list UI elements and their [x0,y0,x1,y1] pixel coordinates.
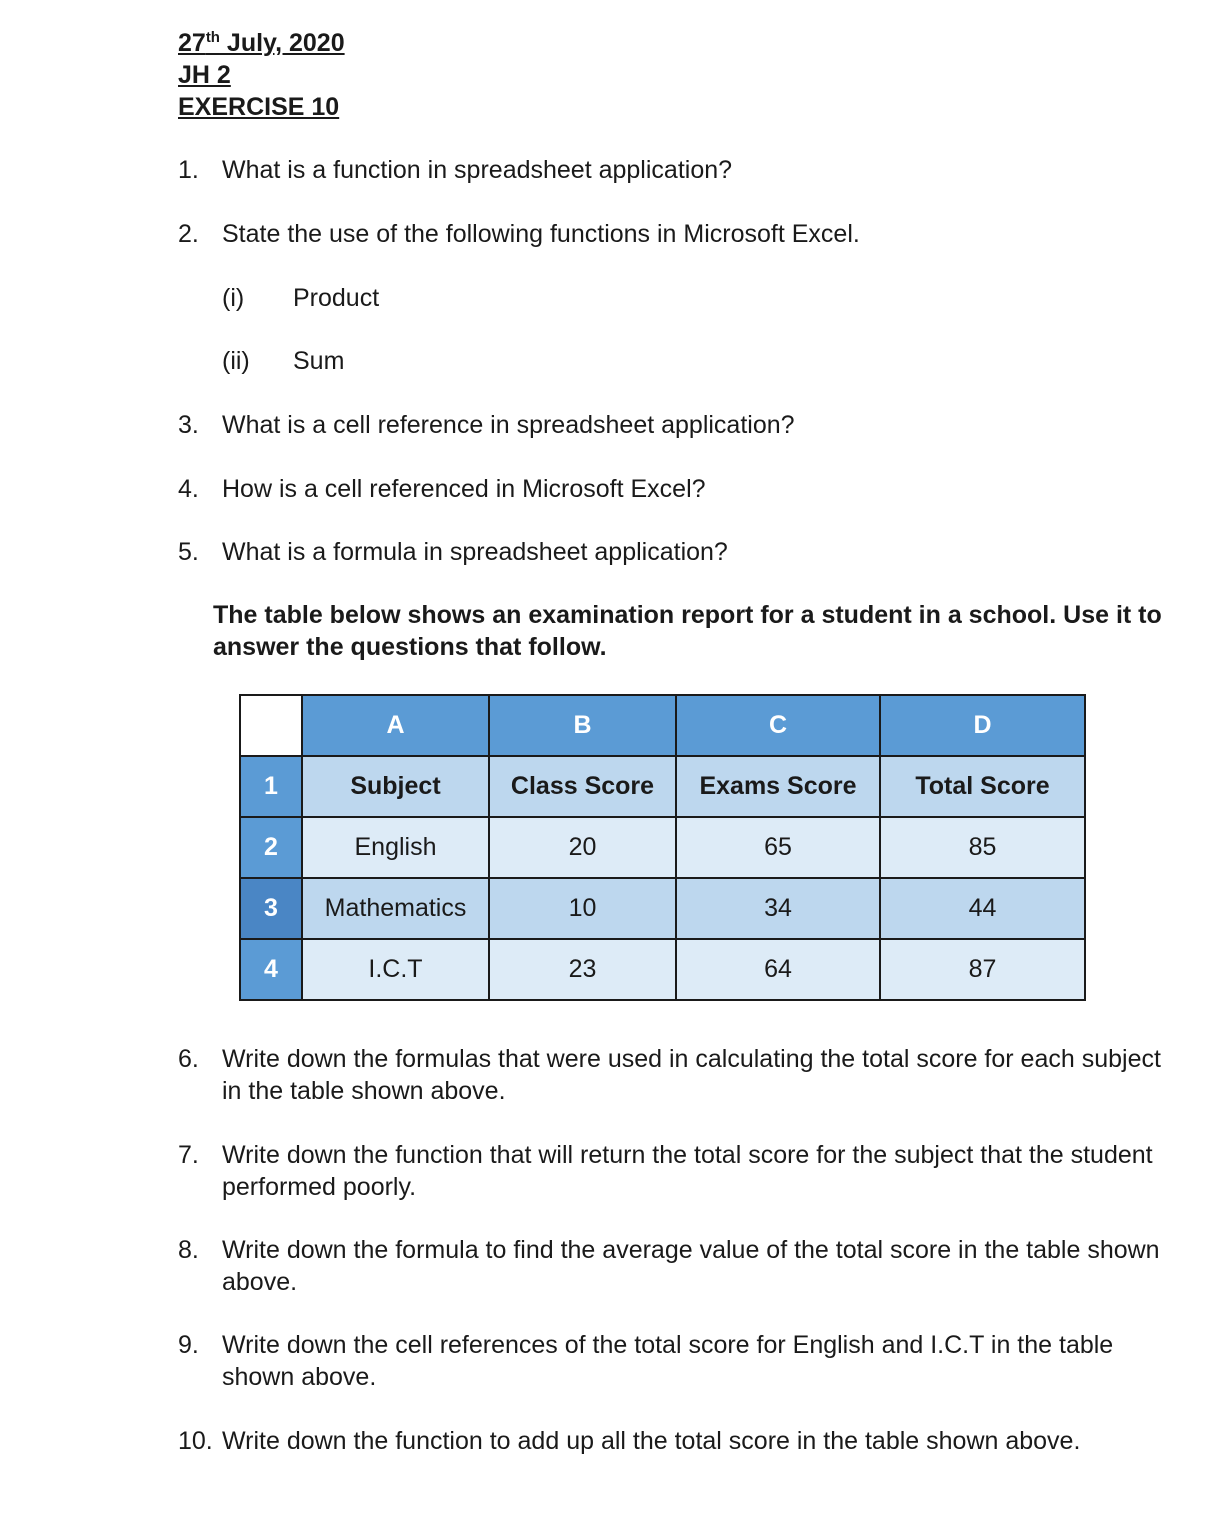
date-heading [178,27,345,59]
header-cell-exams-score: Exams Score [676,756,880,817]
question-number: 10. [178,1427,213,1455]
question-text: Write down the cell references of the total score for English and I.C.T in the table shown above. [222,1331,1114,1391]
question-2 [0,218,1209,250]
row-number: 3 [240,878,302,939]
question-5 [0,536,1209,568]
question-number: 6. [178,1045,199,1073]
question-6 [0,1043,1209,1107]
class-heading: JH 2 [178,61,231,89]
question-number: 9. [178,1331,199,1359]
question-1 [0,154,1209,186]
date-rest: July, 2020 [219,29,345,57]
question-text: Write down the formula to find the average value of the total score in the table shown above. [222,1236,1160,1296]
question-number: 8. [178,1236,199,1264]
question-number: 3. [178,411,199,439]
table-row [240,817,1085,878]
subject-cell: English [302,817,489,878]
question-number: 2. [178,220,199,248]
question-text: State the use of the following functions in Microsoft Excel. [222,220,860,248]
sub-item-text: Product [293,284,380,312]
corner-cell [240,695,302,756]
question-text: How is a cell referenced in Microsoft Excel? [222,475,706,503]
question-text: Write down the function that will return the total score for the subject that the student performed poorly. [222,1141,1153,1201]
question-8 [0,1234,1209,1298]
sub-item-text: Sum [293,347,345,375]
class-score-cell: 10 [489,878,676,939]
question-text: Write down the formulas that were used in calculating the total score for each subject in the table shown above. [222,1045,1161,1105]
question-text: What is a formula in spreadsheet application? [222,538,728,566]
sub-item-i [0,282,1209,314]
row-number: 2 [240,817,302,878]
question-text: What is a cell reference in spreadsheet application? [222,411,795,439]
exercise-heading: EXERCISE 10 [178,93,340,121]
header-cell-class-score: Class Score [489,756,676,817]
header-cell-total-score: Total Score [880,756,1085,817]
class-score-cell: 23 [489,939,676,1000]
exam-report-table [239,694,1086,1001]
sub-item-number: (ii) [222,347,250,375]
sub-item-ii [0,345,1209,377]
question-7 [0,1139,1209,1203]
table-intro: The table below shows an examination report for a student in a school. Use it to answer the questions that follow. [213,601,1162,661]
date-day: 27 [178,29,206,57]
class-score-cell: 20 [489,817,676,878]
column-letter: D [880,695,1085,756]
subject-cell: Mathematics [302,878,489,939]
row-number: 1 [240,756,302,817]
total-score-cell: 85 [880,817,1085,878]
date-suffix: th [205,29,220,46]
question-number: 1. [178,156,199,184]
header-cell-subject: Subject [302,756,489,817]
sub-item-number: (i) [222,284,245,312]
question-number: 7. [178,1141,199,1169]
row-number: 4 [240,939,302,1000]
question-10 [0,1425,1209,1489]
column-letter: B [489,695,676,756]
table-row [240,939,1085,1000]
table-row [240,756,1085,817]
question-9 [0,1329,1209,1393]
column-letter: A [302,695,489,756]
question-text: What is a function in spreadsheet application? [222,156,733,184]
exams-score-cell: 65 [676,817,880,878]
question-text: Write down the function to add up all the total score in the table shown above. [222,1427,1081,1455]
exams-score-cell: 34 [676,878,880,939]
column-letter-row [240,695,1085,756]
total-score-cell: 44 [880,878,1085,939]
question-number: 4. [178,475,199,503]
total-score-cell: 87 [880,939,1085,1000]
table-row [240,878,1085,939]
question-4 [0,473,1209,505]
exams-score-cell: 64 [676,939,880,1000]
column-letter: C [676,695,880,756]
question-3 [0,409,1209,441]
subject-cell: I.C.T [302,939,489,1000]
question-number: 5. [178,538,199,566]
